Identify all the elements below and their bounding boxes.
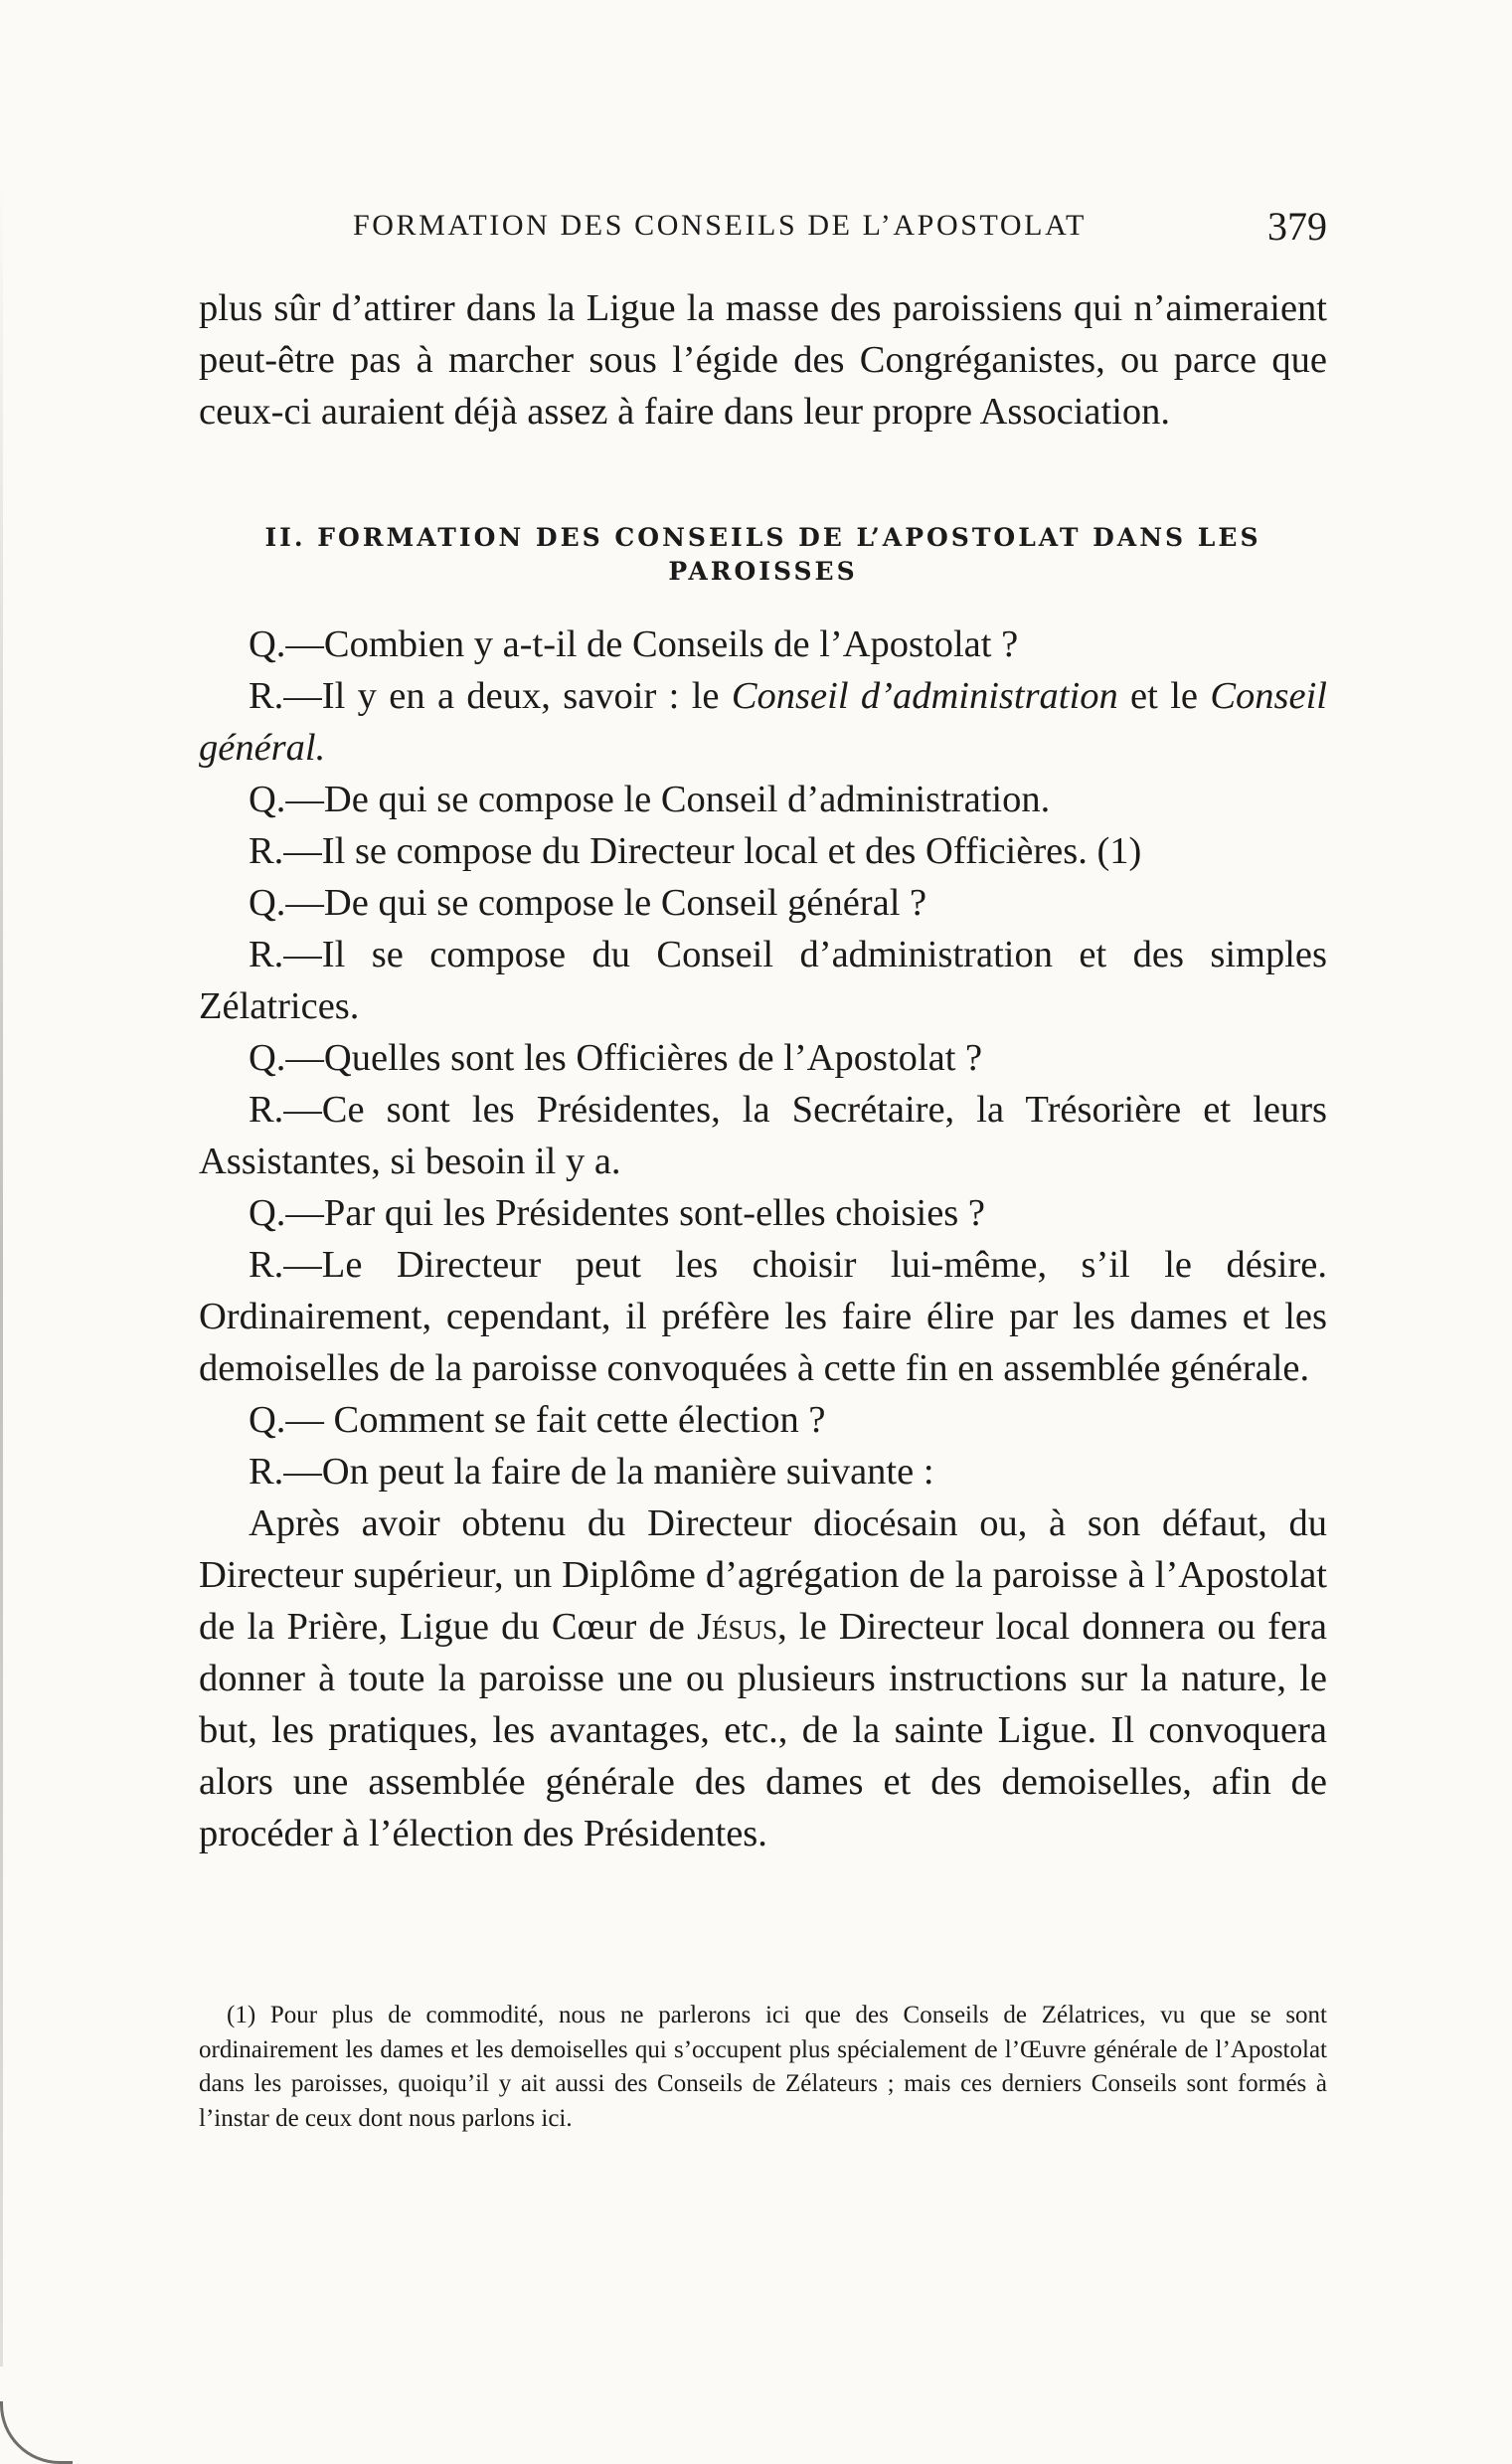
intro-paragraph: plus sûr d’attirer dans la Ligue la masse des paroissiens qui n’aimeraient peut-être pas à marcher sous l’égide des Congréganistes, ou parce que ceux-ci auraient déjà assez à faire dans leur propre Association. [199, 287, 1327, 433]
final-paragraph-start: Après avoir obtenu du Directeur diocésain ou, à son défaut, du Directeur supérieur, un Diplôme d’agrégation de la paroisse à l’Apostolat de la Prière, Ligue du Cœur de [199, 1502, 1327, 1648]
intro-text-block [199, 282, 1327, 438]
final-paragraph-end: , le Directeur local donnera ou fera donner à toute la paroisse une ou plusieurs instructions sur la nature, le but, les pratiques, les avantages, etc., de la sainte Ligue. Il convoquera alors une assemblée générale des dames et des demoiselles, afin de procéder à l’élection des Présidentes. [199, 1606, 1327, 1854]
answer-4: R.—Ce sont les Présidentes, la Secrétaire, la Trésorière et leurs Assistantes, si besoin il y a. [199, 1089, 1327, 1182]
question-3: Q.—De qui se compose le Conseil général ? [249, 882, 927, 924]
answer-1-mid: et le [1117, 675, 1211, 717]
answer-5: R.—Le Directeur peut les choisir lui-même, s’il le désire. Ordinairement, cependant, il préfère les faire élire par les dames et les demoiselles de la paroisse convoquées à cette fin en assemblée générale. [199, 1244, 1327, 1389]
page-number: 379 [1267, 204, 1327, 249]
answer-1-term-1: Conseil d’administration [731, 675, 1118, 717]
question-2: Q.—De qui se compose le Conseil d’administration. [249, 779, 1051, 820]
answer-3: R.—Il se compose du Conseil d’administration et des simples Zélatrices. [199, 934, 1327, 1027]
footnotes [199, 1999, 1327, 2136]
answer-1 [199, 670, 1327, 774]
qa-block [199, 618, 1327, 1859]
section-heading: II. FORMATION DES CONSEILS DE L’APOSTOLAT DANS LES PAROISSES [264, 523, 1261, 586]
page-corner-mark [0, 2401, 73, 2464]
final-paragraph-small-caps: Jésus [697, 1606, 778, 1648]
question-6: Q.— Comment se fait cette élection ? [249, 1399, 826, 1441]
final-paragraph [199, 1497, 1327, 1859]
question-1: Q.—Combien y a-t-il de Conseils de l’Apostolat ? [249, 623, 1019, 665]
footnote-1: (1) Pour plus de commodité, nous ne parlerons ici que des Conseils de Zélatrices, vu que se sont ordinairement les dames et les demoiselles qui s’occupent plus spécialement de l’Œuvre générale de l’Apostolat dans les paroisses, quoiqu’il y ait aussi des Conseils de Zélateurs ; mais ces derniers Conseils sont formés à l’instar de ceux dont nous parlons ici. [199, 2002, 1327, 2132]
answer-1-term-2: Conseil général. [199, 675, 1327, 769]
answer-6: R.—On peut la faire de la manière suivante : [249, 1451, 934, 1493]
page-edge-shadow [0, 179, 3, 2367]
answer-2: R.—Il se compose du Directeur local et des Officières. (1) [249, 830, 1142, 872]
running-title: FORMATION DES CONSEILS DE L’APOSTOLAT [353, 209, 1087, 242]
running-head [353, 199, 1327, 251]
question-5: Q.—Par qui les Présidentes sont-elles choisies ? [249, 1192, 985, 1234]
question-4: Q.—Quelles sont les Officières de l’Apostolat ? [249, 1037, 983, 1079]
answer-1-prefix: R.—Il y en a deux, savoir : le [249, 675, 732, 717]
